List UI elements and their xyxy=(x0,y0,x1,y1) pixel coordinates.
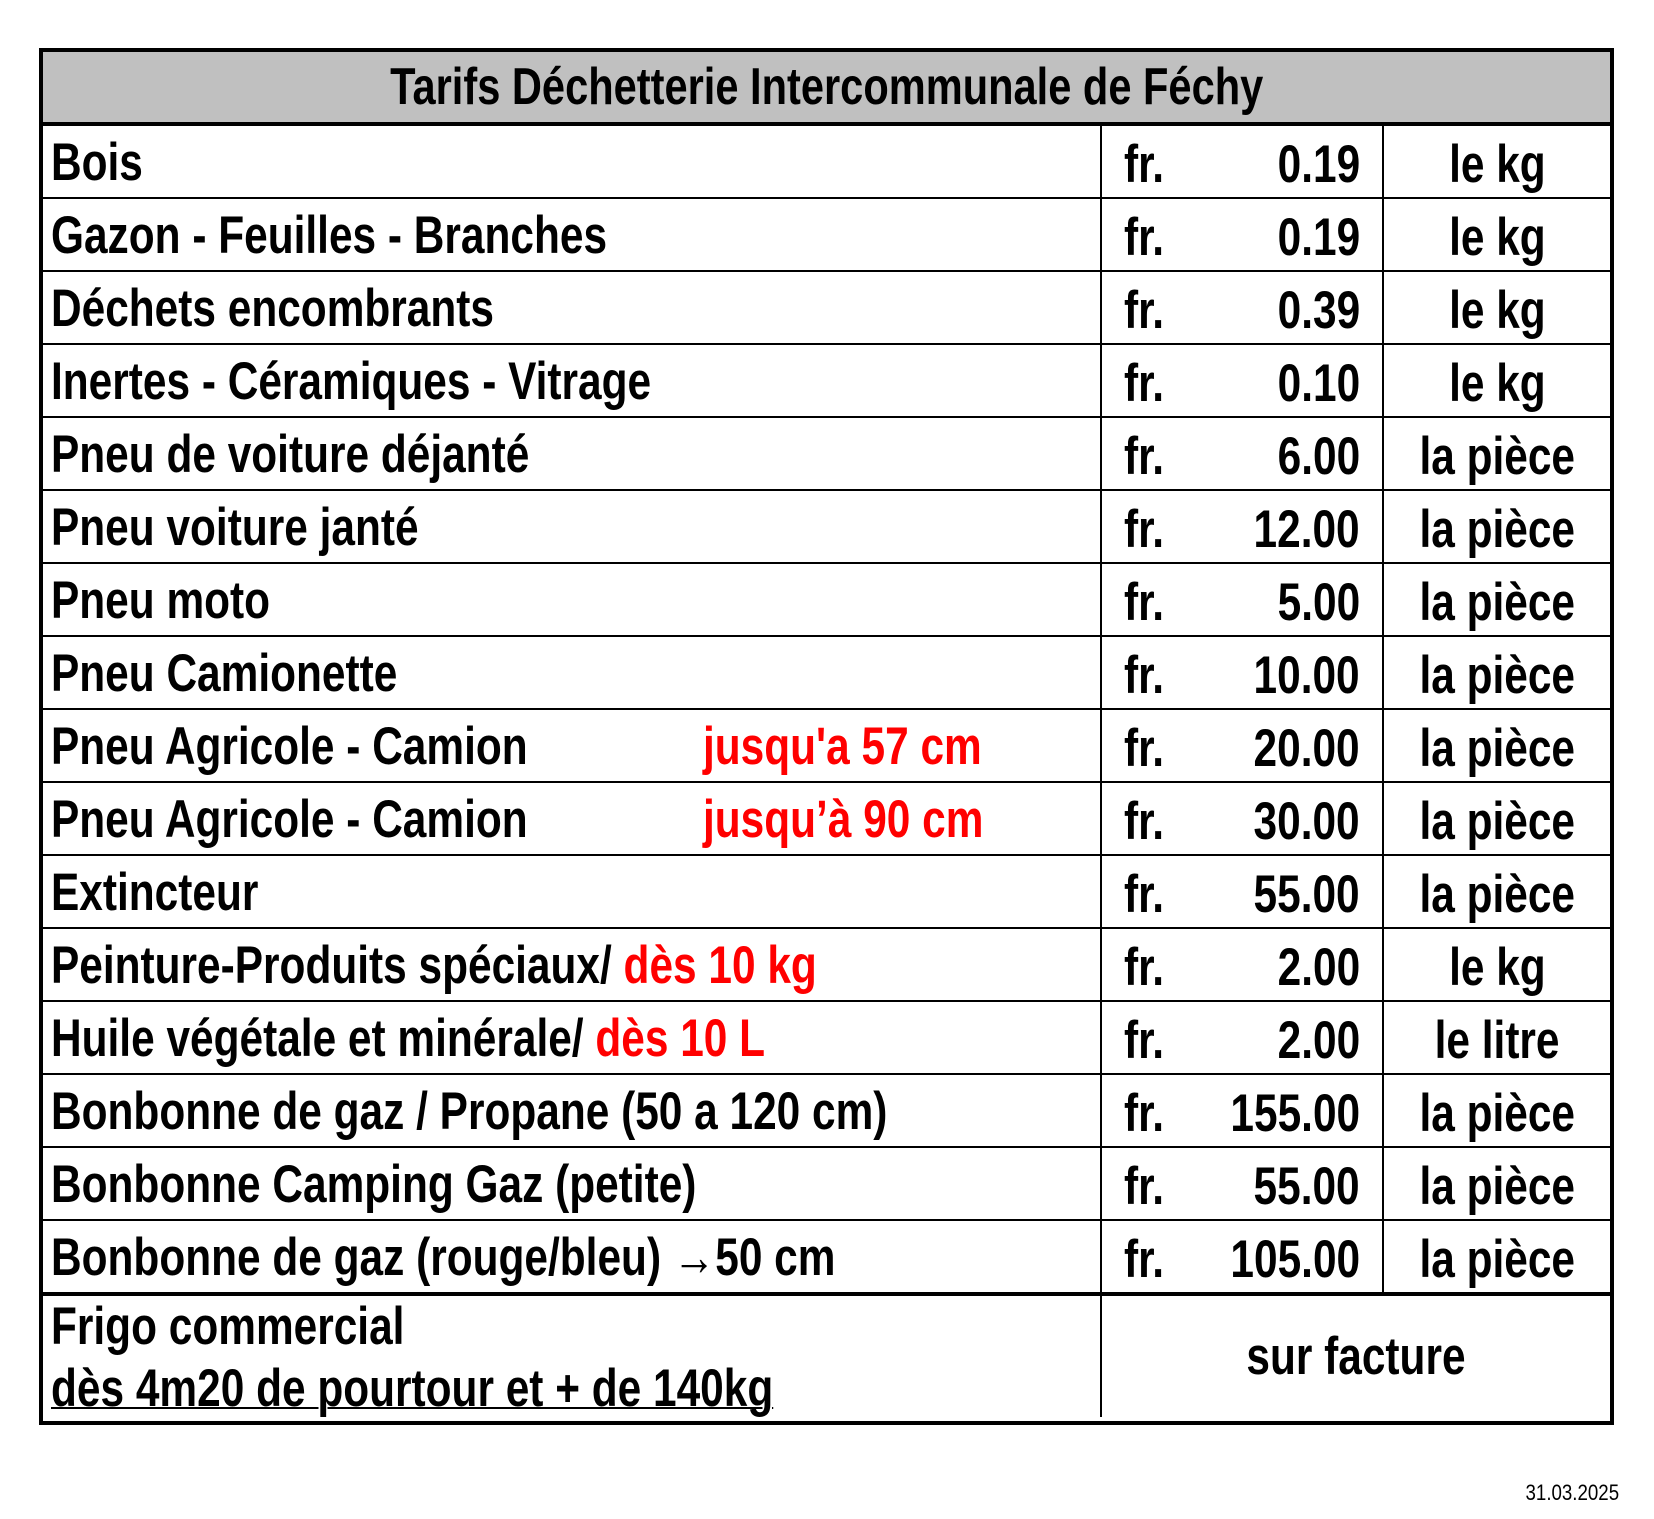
item-cell xyxy=(43,272,1102,343)
price-value: 30.00 xyxy=(1253,792,1360,851)
item-label xyxy=(51,571,271,630)
item-note: dès 10 kg xyxy=(623,936,817,995)
item-label xyxy=(51,133,143,192)
item-text: Déchets encombrants xyxy=(51,279,494,338)
item-label xyxy=(51,279,494,338)
unit-cell xyxy=(1384,710,1610,781)
item-note: dès 10 L xyxy=(595,1009,766,1068)
price-cell xyxy=(1102,637,1384,708)
item-text: Pneu Camionette xyxy=(51,644,398,703)
item-label xyxy=(51,644,398,703)
price-cell xyxy=(1102,1148,1384,1219)
item-text: Peinture-Produits spéciaux/ xyxy=(51,936,624,995)
unit-cell xyxy=(1384,418,1610,489)
item-text: Bonbonne Camping Gaz (petite) xyxy=(51,1155,697,1214)
price-cell xyxy=(1102,491,1384,562)
item-text: Bois xyxy=(51,133,143,192)
item-text: Pneu voiture janté xyxy=(51,498,419,557)
price-cell xyxy=(1102,272,1384,343)
currency-label: fr. xyxy=(1124,427,1165,486)
item-text: Huile végétale et minérale/ xyxy=(51,1009,596,1068)
item-cell xyxy=(43,126,1102,197)
unit-label: le kg xyxy=(1448,135,1546,194)
price-value: 55.00 xyxy=(1253,1157,1360,1216)
table-row-frigo xyxy=(43,1294,1610,1417)
table-row xyxy=(43,272,1610,345)
price-cell xyxy=(1102,1075,1384,1146)
price-value: 12.00 xyxy=(1253,500,1360,559)
item-cell xyxy=(43,1221,1102,1292)
item-text: Inertes - Céramiques - Vitrage xyxy=(51,352,652,411)
item-cell xyxy=(43,199,1102,270)
item-cell xyxy=(43,418,1102,489)
item-cell xyxy=(43,929,1102,1000)
item-label xyxy=(51,936,817,995)
item-text: Pneu Agricole - Camion xyxy=(51,717,528,776)
item-cell xyxy=(43,1296,1102,1417)
item-label xyxy=(51,1228,836,1287)
table-row xyxy=(43,1148,1610,1221)
price-value: 155.00 xyxy=(1230,1084,1360,1143)
currency-label: fr. xyxy=(1124,646,1165,705)
item-label xyxy=(51,1155,697,1214)
currency-label: fr. xyxy=(1124,573,1165,632)
unit-cell xyxy=(1384,929,1610,1000)
table-row xyxy=(43,1221,1610,1294)
unit-label: la pièce xyxy=(1419,1157,1575,1216)
item-cell xyxy=(43,637,1102,708)
unit-label: la pièce xyxy=(1419,427,1575,486)
price-cell xyxy=(1102,856,1384,927)
unit-cell xyxy=(1384,272,1610,343)
item-label xyxy=(51,425,530,484)
item-line-1: Frigo commercial xyxy=(51,1297,405,1356)
unit-cell xyxy=(1384,1221,1610,1292)
currency-label: fr. xyxy=(1124,208,1165,267)
price-value: 105.00 xyxy=(1230,1230,1360,1289)
currency-label: fr. xyxy=(1124,1011,1165,1070)
table-row xyxy=(43,856,1610,929)
price-value: 0.10 xyxy=(1277,354,1360,413)
item-text: Bonbonne de gaz (rouge/bleu) →50 cm xyxy=(51,1228,836,1287)
price-value: 0.39 xyxy=(1277,281,1360,340)
table-row xyxy=(43,710,1610,783)
unit-cell xyxy=(1384,1002,1610,1073)
item-text: Gazon - Feuilles - Branches xyxy=(51,206,608,265)
unit-cell xyxy=(1384,856,1610,927)
item-label xyxy=(51,863,259,922)
unit-cell xyxy=(1384,637,1610,708)
price-cell xyxy=(1102,418,1384,489)
unit-label: la pièce xyxy=(1419,1230,1575,1289)
item-cell xyxy=(43,1075,1102,1146)
item-text: Pneu Agricole - Camion xyxy=(51,790,528,849)
price-cell xyxy=(1102,199,1384,270)
unit-cell xyxy=(1384,1148,1610,1219)
item-note: jusqu’à 90 cm xyxy=(703,790,984,849)
table-row xyxy=(43,564,1610,637)
unit-cell xyxy=(1384,491,1610,562)
item-cell xyxy=(43,856,1102,927)
unit-label: la pièce xyxy=(1419,1084,1575,1143)
price-cell xyxy=(1102,564,1384,635)
price-cell xyxy=(1102,710,1384,781)
item-line-2: dès 4m20 de pourtour et + de 140kg xyxy=(51,1359,774,1418)
item-label xyxy=(51,790,528,849)
table-row xyxy=(43,637,1610,710)
table-row xyxy=(43,199,1610,272)
item-text: Extincteur xyxy=(51,863,259,922)
currency-label: fr. xyxy=(1124,719,1165,778)
item-cell xyxy=(43,783,1102,854)
table-row xyxy=(43,126,1610,199)
currency-label: fr. xyxy=(1124,135,1165,194)
currency-label: fr. xyxy=(1124,1157,1165,1216)
item-label xyxy=(51,1009,766,1068)
item-text: Pneu de voiture déjanté xyxy=(51,425,530,484)
price-cell xyxy=(1102,1221,1384,1292)
table-header xyxy=(43,52,1610,126)
unit-cell xyxy=(1384,564,1610,635)
item-cell xyxy=(43,1002,1102,1073)
table-row xyxy=(43,418,1610,491)
currency-label: fr. xyxy=(1124,1084,1165,1143)
unit-label: le kg xyxy=(1448,208,1546,267)
currency-label: fr. xyxy=(1124,500,1165,559)
price-cell xyxy=(1102,929,1384,1000)
unit-cell xyxy=(1384,345,1610,416)
unit-label: la pièce xyxy=(1419,573,1575,632)
price-cell xyxy=(1102,783,1384,854)
price-value: 5.00 xyxy=(1277,573,1360,632)
unit-cell xyxy=(1384,199,1610,270)
table-row xyxy=(43,1075,1610,1148)
table-row xyxy=(43,345,1610,418)
table-row xyxy=(43,783,1610,856)
item-cell xyxy=(43,564,1102,635)
unit-label: la pièce xyxy=(1419,646,1575,705)
item-label xyxy=(51,717,528,776)
price-value: 2.00 xyxy=(1277,938,1360,997)
table-row xyxy=(43,1002,1610,1075)
price-cell xyxy=(1102,126,1384,197)
currency-label: fr. xyxy=(1124,792,1165,851)
item-label xyxy=(51,1082,888,1141)
price-value: 0.19 xyxy=(1277,135,1360,194)
price-on-invoice: sur facture xyxy=(1246,1327,1466,1386)
price-value: 20.00 xyxy=(1253,719,1360,778)
unit-label: la pièce xyxy=(1419,865,1575,924)
price-table xyxy=(39,48,1614,1425)
item-label xyxy=(51,352,652,411)
item-cell xyxy=(43,345,1102,416)
currency-label: fr. xyxy=(1124,354,1165,413)
price-value: 0.19 xyxy=(1277,208,1360,267)
price-cell xyxy=(1102,345,1384,416)
currency-label: fr. xyxy=(1124,938,1165,997)
price-cell xyxy=(1102,1002,1384,1073)
price-cell xyxy=(1102,1296,1610,1417)
price-value: 6.00 xyxy=(1277,427,1360,486)
item-label xyxy=(51,498,419,557)
unit-label: le litre xyxy=(1434,1011,1560,1070)
item-cell xyxy=(43,491,1102,562)
price-value: 55.00 xyxy=(1253,865,1360,924)
unit-label: le kg xyxy=(1448,938,1546,997)
unit-cell xyxy=(1384,126,1610,197)
currency-label: fr. xyxy=(1124,1230,1165,1289)
table-title: Tarifs Déchetterie Intercommunale de Féchy xyxy=(389,58,1264,116)
item-label xyxy=(51,206,608,265)
date-stamp: 31.03.2025 xyxy=(1525,1480,1619,1505)
currency-label: fr. xyxy=(1124,865,1165,924)
item-cell xyxy=(43,1148,1102,1219)
item-note: jusqu'a 57 cm xyxy=(703,717,982,776)
price-value: 10.00 xyxy=(1253,646,1360,705)
unit-cell xyxy=(1384,783,1610,854)
item-text: Pneu moto xyxy=(51,571,271,630)
unit-label: la pièce xyxy=(1419,792,1575,851)
unit-label: le kg xyxy=(1448,354,1546,413)
item-cell xyxy=(43,710,1102,781)
unit-label: le kg xyxy=(1448,281,1546,340)
price-value: 2.00 xyxy=(1277,1011,1360,1070)
currency-label: fr. xyxy=(1124,281,1165,340)
unit-cell xyxy=(1384,1075,1610,1146)
table-row xyxy=(43,929,1610,1002)
table-row xyxy=(43,491,1610,564)
unit-label: la pièce xyxy=(1419,719,1575,778)
unit-label: la pièce xyxy=(1419,500,1575,559)
item-text: Bonbonne de gaz / Propane (50 a 120 cm) xyxy=(51,1082,888,1141)
